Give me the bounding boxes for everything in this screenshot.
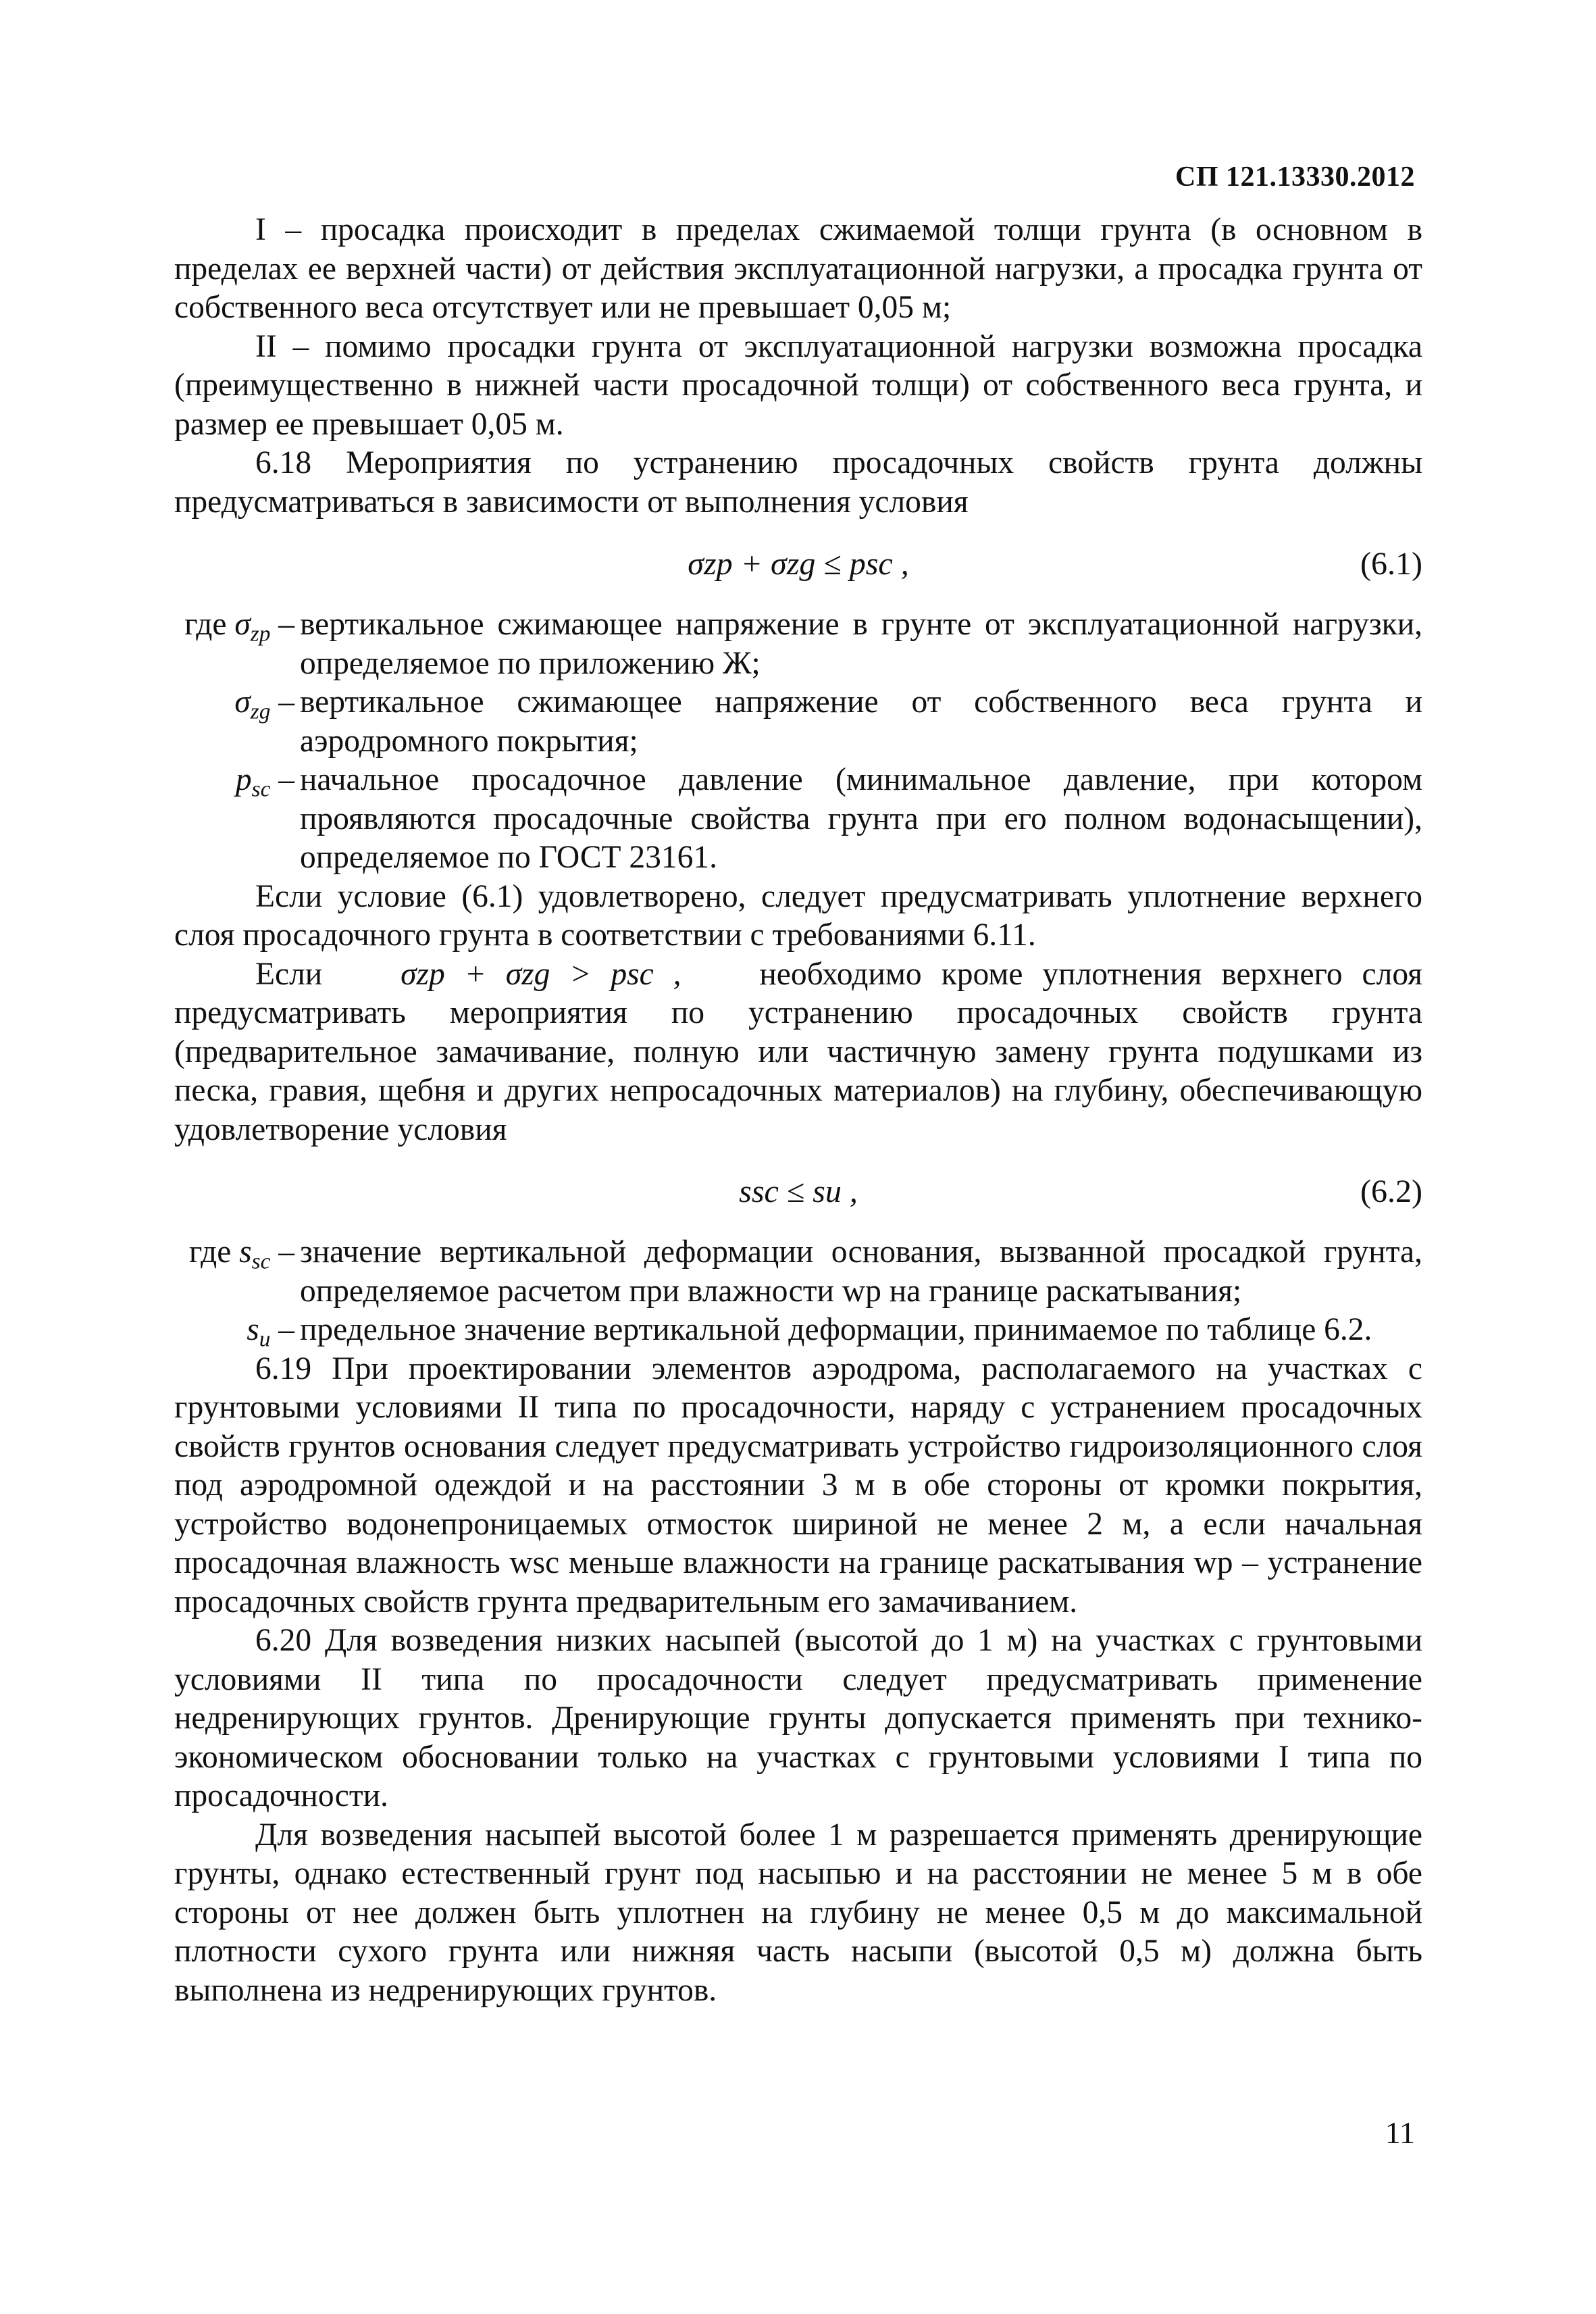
paragraph-6-19: 6.19 При проектировании элементов аэродрома, располагаемого на участках с грунтовыми условиями II типа по просадочности, наряду с устранением просадочных свойств грунтов основания следует предусматривать устройство гидроизоляционного слоя под аэродромной одеждой и на расстоянии 3 м в обе стороны от кромки покрытия, устройство водонепроницаемых отмосток шириной не менее 2 м, а если начальная просадочная влажность wsc меньше влажности на границе раскатывания wp – устранение просадочных свойств грунта предварительным его замачиванием. bbox=[174, 1351, 1422, 1619]
formula-number: (6.1) bbox=[1360, 546, 1422, 582]
legend-description: начальное просадочное давление (минимальное давление, при котором проявляются просадочные свойства грунта при его полном водонасыщении), определяемое по ГОСТ 23161. bbox=[300, 762, 1422, 875]
formula-expression: ssc ≤ su , bbox=[739, 1174, 858, 1209]
paragraph-embankments: Для возведения насыпей высотой более 1 м разрешается применять дренирующие грунты, однако естественный грунт под насыпью и на расстоянии не менее 5 м в обе стороны от нее должен быть уплотнен на глубину не менее 0,5 м до максимальной плотности сухого грунта или нижняя часть насыпи (высотой 0,5 м) должна быть выполнена из недренирующих грунтов. bbox=[174, 1817, 1422, 2008]
document-body bbox=[174, 211, 1422, 2010]
legend-symbol: $\sigma_{zg}$ – bbox=[234, 684, 294, 724]
paragraph-6-18: 6.18 Мероприятия по устранению просадочных свойств грунта должны предусматриваться в зависимости от выполнения условия bbox=[174, 445, 1422, 520]
paragraph-condition-met: Если условие (6.1) удовлетворено, следует предусматривать уплотнение верхнего слоя просадочного грунта в соответствии с требованиями 6.11. bbox=[174, 878, 1422, 953]
formula-6-2 bbox=[174, 1159, 1422, 1230]
paragraph-type-i: I – просадка происходит в пределах сжимаемой толщи грунта (в основном в пределах ее верхней части) от действия эксплуатационной нагрузки, а просадка грунта от собственного веса отсутствует или не превышает 0,05 м; bbox=[174, 212, 1422, 325]
paragraph-type-ii: II – помимо просадки грунта от эксплуатационной нагрузки возможна просадка (преимущественно в нижней части просадочной толщи) от собственного веса грунта, и размер ее превышает 0,05 м. bbox=[174, 328, 1422, 442]
legend-description: вертикальное сжимающее напряжение от собственного веса грунта и аэродромного покрытия; bbox=[300, 684, 1422, 759]
page-number: 11 bbox=[1385, 2115, 1415, 2150]
inline-formula: σzp + σzg > psc , bbox=[401, 956, 681, 992]
formula-6-1 bbox=[174, 531, 1422, 603]
formula-expression: σzp + σzg ≤ psc , bbox=[688, 546, 909, 582]
formula-number: (6.2) bbox=[1360, 1174, 1422, 1209]
legend-formula-6-2 bbox=[174, 1233, 1422, 1350]
legend-formula-6-1 bbox=[174, 605, 1422, 878]
legend-description: предельное значение вертикальной деформации, принимаемое по таблице 6.2. bbox=[300, 1312, 1372, 1347]
legend-symbol: где $\sigma_{zp}$ – bbox=[184, 607, 294, 647]
paragraph-condition-not-met: Если σzp + σzg > psc , необходимо кроме уплотнения верхнего слоя предусматривать мероприятия по устранению просадочных свойств грунта (предварительное замачивание, полную или частичную замену грунта подушками из песка, гравия, щебня и других непросадочных материалов) на глубину, обеспечивающую удовлетворение условия bbox=[174, 956, 1423, 1147]
paragraph-6-20: 6.20 Для возведения низких насыпей (высотой до 1 м) на участках с грунтовыми условиями II типа по просадочности следует предусматривать применение недренирующих грунтов. Дренирующие грунты допускается применять при технико-экономическом обосновании только на участках с грунтовыми условиями I типа по просадочности. bbox=[174, 1623, 1422, 1813]
legend-symbol: $s_u$ – bbox=[247, 1312, 294, 1352]
document-code: СП 121.13330.2012 bbox=[1175, 161, 1415, 193]
legend-symbol: где $s_{sc}$ – bbox=[188, 1234, 294, 1274]
legend-description: значение вертикальной деформации основания, вызванной просадкой грунта, определяемое расчетом при влажности wp на границе раскатывания; bbox=[300, 1234, 1422, 1309]
legend-description: вертикальное сжимающее напряжение в грунте от эксплуатационной нагрузки, определяемое по приложению Ж; bbox=[300, 607, 1422, 681]
legend-symbol: $p_{sc}$ – bbox=[235, 762, 294, 802]
